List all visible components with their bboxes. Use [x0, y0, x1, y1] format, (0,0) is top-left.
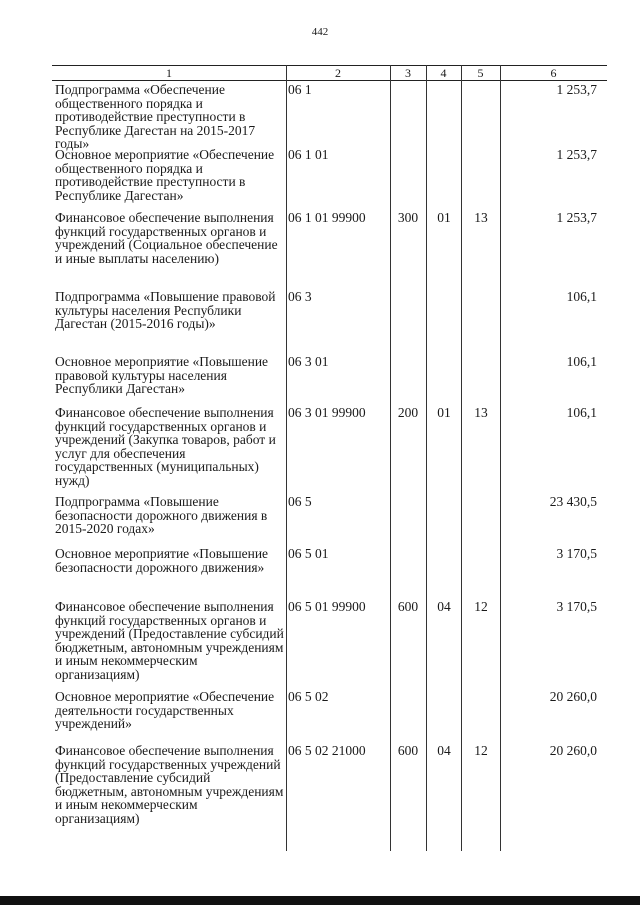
row-name: Финансовое обеспечение выполнения функций государственных органов и учреждений (Предоставление субсидий бюджетным, автономным учреждениям и иным некоммерческим организациям): [55, 599, 284, 682]
row-col4: 04: [437, 599, 451, 614]
row-col4: 01: [437, 405, 451, 420]
row-code: 06 3 01: [288, 354, 329, 369]
row-amount: 3 170,5: [556, 599, 597, 614]
row-amount: 3 170,5: [556, 546, 597, 561]
row-name: Финансовое обеспечение выполнения функций государственных учреждений (Предоставление субсидий бюджетным, автономным учреждениям и иным некоммерческим организациям): [55, 743, 284, 826]
row-code: 06 5 01 99900: [288, 599, 366, 614]
row-amount: 106,1: [566, 354, 597, 369]
column-divider: [390, 65, 391, 851]
row-name: Основное мероприятие «Обеспечение деятельности государственных учреждений»: [55, 689, 275, 732]
header-col-5: 5: [477, 66, 484, 80]
row-amount: 23 430,5: [549, 494, 597, 509]
row-code: 06 5 01: [288, 546, 329, 561]
row-col5: 12: [474, 743, 488, 758]
row-code: 06 5 02: [288, 689, 329, 704]
row-col3: 300: [397, 210, 419, 225]
row-name: Подпрограмма «Повышение безопасности дорожного движения в 2015-2020 годах»: [55, 494, 268, 537]
budget-table: [52, 65, 607, 851]
row-col3: 600: [397, 743, 419, 758]
row-name: Основное мероприятие «Повышение правовой культуры населения Республики Дагестан»: [55, 354, 269, 397]
row-name: Основное мероприятие «Повышение безопасности дорожного движения»: [55, 546, 269, 575]
header-col-3: 3: [405, 66, 411, 80]
row-amount: 20 260,0: [549, 743, 597, 758]
row-col3: 600: [397, 599, 419, 614]
row-col5: 13: [474, 210, 488, 225]
column-divider: [500, 65, 501, 851]
row-col5: 13: [474, 405, 488, 420]
row-amount: 20 260,0: [549, 689, 597, 704]
row-name: Финансовое обеспечение выполнения функций государственных органов и учреждений (Социальное обеспечение и иные выплаты населению): [55, 210, 278, 266]
row-code: 06 1 01: [288, 147, 329, 162]
table-header-row: [52, 65, 607, 81]
row-name: Финансовое обеспечение выполнения функций государственных органов и учреждений (Закупка товаров, работ и услуг для обеспечения государственных (муниципальных) нужд): [55, 405, 276, 488]
header-col-6: 6: [550, 66, 557, 80]
row-name: Подпрограмма «Обеспечение общественного порядка и противодействие преступности в Республике Дагестан на 2015-2017 годы»: [55, 82, 256, 152]
row-amount: 1 253,7: [556, 147, 597, 162]
row-name: Основное мероприятие «Обеспечение общественного порядка и противодействие преступности в Республике Дагестан»: [55, 147, 275, 203]
page-number: 442: [311, 26, 329, 38]
row-col4: 01: [437, 210, 451, 225]
row-amount: 1 253,7: [556, 210, 597, 225]
row-col5: 12: [474, 599, 488, 614]
header-col-2: 2: [335, 66, 341, 80]
row-amount: 106,1: [566, 289, 597, 304]
row-amount: 1 253,7: [556, 82, 597, 97]
row-code: 06 3 01 99900: [288, 405, 366, 420]
header-col-4: 4: [440, 66, 447, 80]
column-divider: [426, 65, 427, 851]
header-col-1: 1: [166, 66, 172, 80]
row-code: 06 1: [288, 82, 312, 97]
row-amount: 106,1: [566, 405, 597, 420]
column-divider: [461, 65, 462, 851]
row-code: 06 5: [288, 494, 312, 509]
column-divider: [286, 65, 287, 851]
row-col4: 04: [437, 743, 451, 758]
row-col3: 200: [397, 405, 419, 420]
row-code: 06 3: [288, 289, 312, 304]
row-name: Подпрограмма «Повышение правовой культуры населения Республики Дагестан (2015-2016 годы)»: [55, 289, 276, 332]
row-code: 06 1 01 99900: [288, 210, 366, 225]
scan-border: [0, 896, 640, 905]
row-code: 06 5 02 21000: [288, 743, 366, 758]
